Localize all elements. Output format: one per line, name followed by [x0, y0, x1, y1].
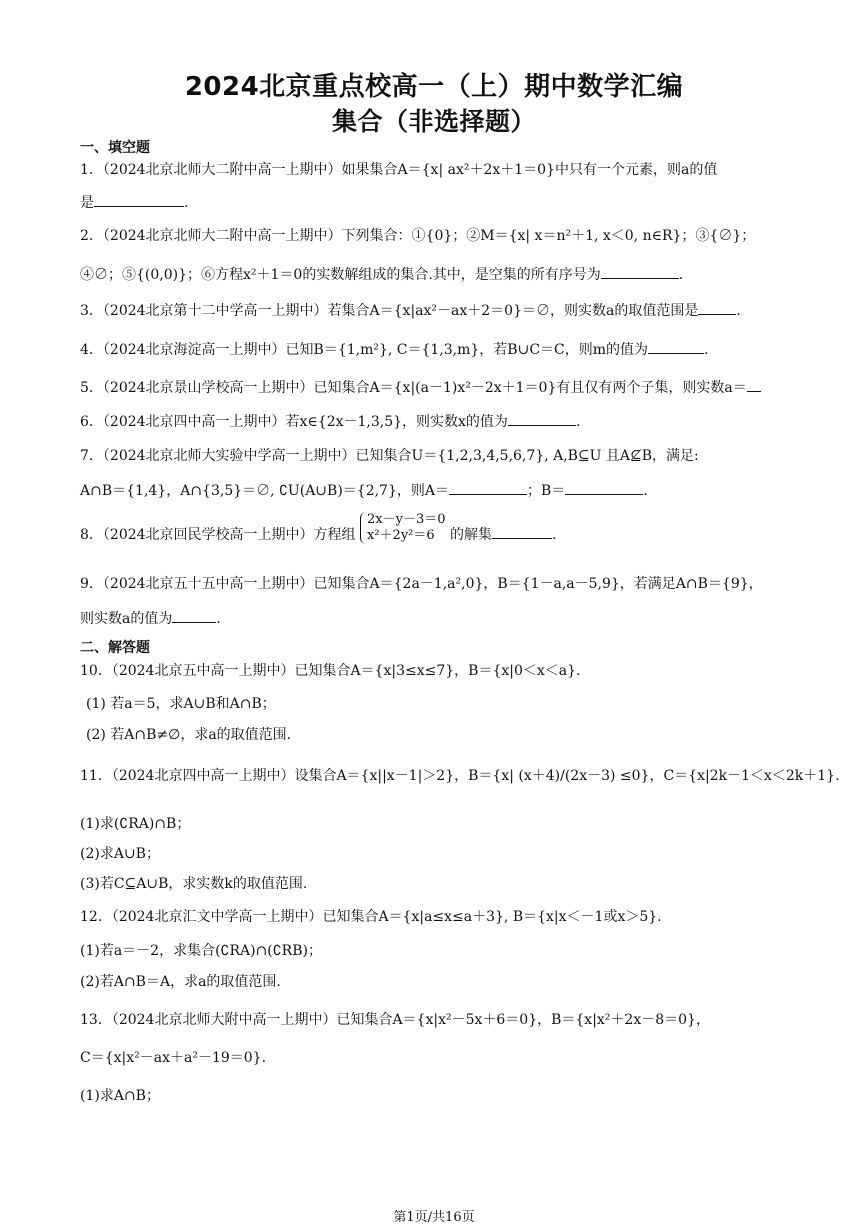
question-11-part-3: (3)若C⊆A∪B，求实数k的取值范围.: [80, 876, 308, 892]
section-heading-answer: 二、解答题: [80, 640, 150, 656]
question-13-line-1: 13．（2024北京北师大附中高一上期中）已知集合A＝{x|x²－5x＋6＝0}，B＝{x|x²＋2x－8＝0}，: [80, 1012, 710, 1028]
question-9-text-end: 则实数a的值为: [80, 611, 173, 627]
question-13-part-1: (1)求A∩B；: [80, 1088, 160, 1104]
question-7-text-b: ；B＝: [526, 483, 566, 499]
question-9-line-1: 9．（2024北京五十五中高一上期中）已知集合A＝{2a－1,a²,0}，B＝{1－a,a－5,9}，若满足A∩B＝{9}，: [80, 576, 763, 592]
answer-blank: [94, 192, 184, 207]
question-8-text: 8．（2024北京回民学校高一上期中）方程组: [80, 527, 356, 543]
question-7-line-1: 7．（2024北京北师大实验中学高一上期中）已知集合U＝{1,2,3,4,5,6,7}, A,B⊆U 且A⊈B，满足:: [80, 448, 699, 464]
answer-blank: [601, 264, 679, 279]
question-8-text-end: 的解集: [449, 527, 492, 543]
question-1-line-1: 1．（2024北京北师大二附中高一上期中）如果集合A＝{x| ax²＋2x＋1＝0}中只有一个元素，则a的值: [80, 162, 718, 178]
question-4-line: 4．（2024北京海淀高一上期中）已知B＝{1,m²}, C＝{1,3,m}，若B∪C＝C，则m的值为 .: [80, 339, 828, 360]
answer-blank-a: [449, 480, 527, 495]
question-2-line-1: 2．（2024北京北师大二附中高一上期中）下列集合：①{0}；②M＝{x| x＝n²＋1, x＜0, n∈R}；③{∅}；: [80, 228, 756, 244]
question-6-text: 6．（2024北京四中高一上期中）若x∈{2x－1,3,5}，则实数x的值为: [80, 414, 508, 430]
answer-blank: [492, 524, 552, 539]
question-13-line-2: C＝{x|x²－ax＋a²－19＝0}.: [80, 1050, 267, 1066]
question-7-text: A∩B＝{1,4}，A∩{3,5}＝∅, ∁U(A∪B)＝{2,7}，则A＝: [80, 483, 449, 499]
section-heading-fill: 一、填空题: [80, 140, 150, 156]
question-1-text-end: 是: [80, 195, 94, 211]
answer-blank: [172, 608, 216, 623]
question-11-part-1: (1)求(∁RA)∩B；: [80, 816, 191, 832]
question-7-line-2: A∩B＝{1,4}，A∩{3,5}＝∅, ∁U(A∪B)＝{2,7}，则A＝ ；B＝ .: [80, 480, 828, 501]
question-2-line-2: ④∅；⑤{(0,0)}；⑥方程x²＋1＝0的实数解组成的集合.其中，是空集的所有序号为 .: [80, 264, 828, 285]
question-3-line: 3．（2024北京第十二中学高一上期中）若集合A＝{x|ax²－ax＋2＝0}＝∅，则实数a的取值范围是 .: [80, 300, 828, 321]
answer-blank: [648, 339, 704, 354]
page-subtitle: 集合（非选择题）: [331, 107, 536, 136]
answer-blank: [747, 377, 761, 392]
question-12-line-1: 12．（2024北京汇文中学高一上期中）已知集合A＝{x|a≤x≤a＋3}, B＝{x|x＜－1或x＞5}.: [80, 909, 662, 925]
question-9-line-2: 则实数a的值为 .: [80, 608, 828, 629]
page-number: 第1页/共16页: [393, 1210, 475, 1225]
question-11-line-1: 11．（2024北京四中高一上期中）设集合A＝{x||x－1|＞2}，B＝{x| (x＋4)/(2x－3) ≤0}，C＝{x|2k－1＜x＜2k＋1}.: [80, 768, 840, 784]
question-11-part-2: (2)求A∪B；: [80, 846, 160, 862]
answer-blank: [698, 300, 736, 315]
question-10-part-1: (1) 若a＝5，求A∪B和A∩B；: [86, 696, 276, 712]
question-1-line-2: 是 .: [80, 192, 828, 213]
equation-2: x²＋2y²＝6: [367, 528, 435, 543]
question-10-part-2: (2) 若A∩B≠∅，求a的取值范围.: [86, 727, 292, 743]
question-5-line: [80, 377, 828, 398]
question-5-text: 5．（2024北京景山学校高一上期中）已知集合A＝{x|(a－1)x²－2x＋1＝0}有且仅有两个子集，则实数a＝: [80, 380, 747, 396]
equation-1: 2x－y－3＝0: [367, 512, 446, 527]
question-3-text: 3．（2024北京第十二中学高一上期中）若集合A＝{x|ax²－ax＋2＝0}＝∅，则实数a的取值范围是: [80, 303, 699, 319]
page-title: 2024北京重点校高一（上）期中数学汇编: [184, 72, 684, 102]
question-10-line-1: 10．（2024北京五中高一上期中）已知集合A＝{x|3≤x≤7}，B＝{x|0＜x＜a}.: [80, 663, 581, 679]
answer-blank-b: [565, 480, 643, 495]
question-12-part-2: (2)若A∩B＝A，求a的取值范围.: [80, 974, 281, 990]
question-8-line: 8．（2024北京回民学校高一上期中）方程组 2x－y－3＝0 x²＋2y²＝6 的解集 .: [80, 512, 557, 543]
equation-system: [360, 512, 446, 544]
question-6-line: 6．（2024北京四中高一上期中）若x∈{2x－1,3,5}，则实数x的值为 .: [80, 411, 828, 432]
answer-blank: [508, 411, 576, 426]
question-2-text-end: ④∅；⑤{(0,0)}；⑥方程x²＋1＝0的实数解组成的集合.其中，是空集的所有序号为: [80, 267, 601, 283]
question-4-text: 4．（2024北京海淀高一上期中）已知B＝{1,m²}, C＝{1,3,m}，若B∪C＝C，则m的值为: [80, 342, 649, 358]
question-12-part-1: (1)若a＝－2，求集合(∁RA)∩(∁RB)；: [80, 943, 322, 959]
